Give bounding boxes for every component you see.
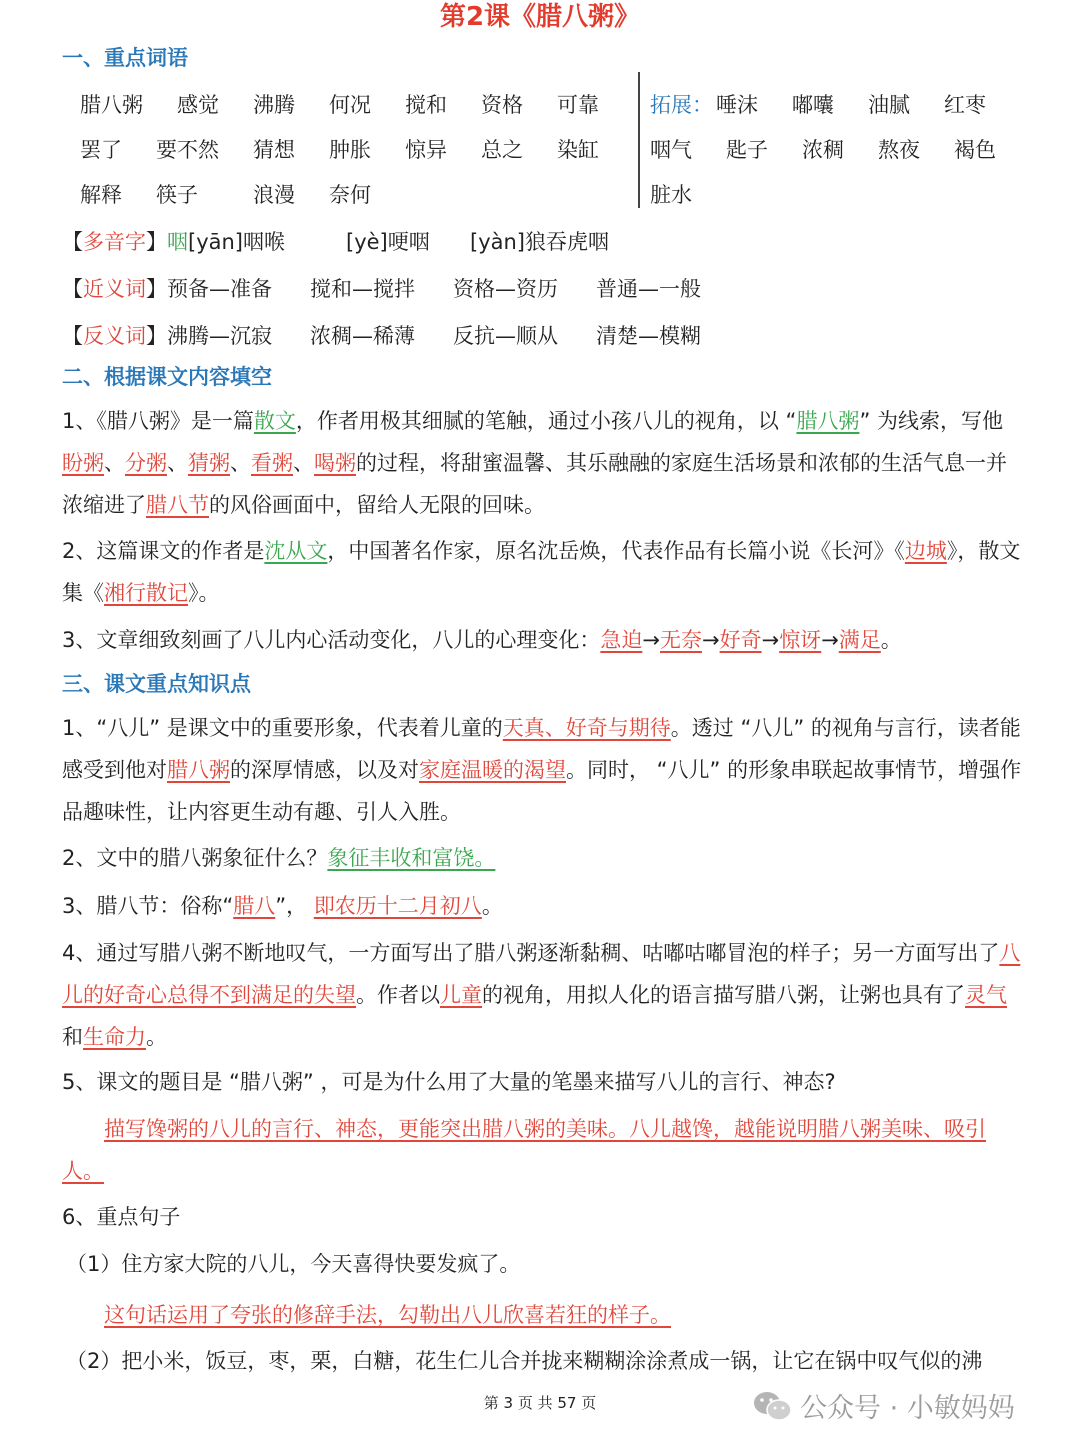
answer: 沈从文 — [264, 539, 328, 563]
antonym-pair: 浓稠—稀薄 — [310, 324, 415, 348]
word-row-3 — [80, 179, 371, 209]
word: 脏水 — [650, 183, 692, 207]
word: 肿胀 — [329, 138, 371, 162]
word: 染缸 — [557, 138, 599, 162]
antonym-label: 反义词 — [83, 324, 146, 348]
answer: 湘行散记 — [104, 581, 188, 605]
word: 奈何 — [329, 183, 371, 207]
answer: 这句话运用了夸张的修辞手法，勾勒出八儿欣喜若狂的样子。 — [104, 1303, 671, 1327]
key-sentences-title: 6、重点句子 — [62, 1205, 181, 1229]
word: 沸腾 — [253, 93, 295, 117]
answer: 猜粥 — [188, 451, 230, 475]
polyphonic-row — [62, 226, 609, 256]
synonym-pair: 资格—资历 — [453, 277, 558, 301]
word: 猜想 — [253, 138, 295, 162]
bracket-open: 【 — [62, 324, 83, 348]
watermark-text: 公众号 · 小敏妈妈 — [800, 1393, 1015, 1424]
word: 搅和 — [405, 93, 447, 117]
knowledge-point-2: 2、文中的腊八粥象征什么？象征丰收和富饶。 — [62, 846, 496, 870]
synonym-label: 近义词 — [83, 277, 146, 301]
key-sentence-1-analysis — [104, 1294, 1004, 1336]
extension-label: 拓展： — [650, 93, 713, 117]
watermark — [752, 1386, 1015, 1425]
word: 惊异 — [405, 138, 447, 162]
wechat-icon — [752, 1389, 792, 1423]
knowledge-point-3: 3、腊八节：俗称“腊八”， 即农历十二月初八。 — [62, 894, 503, 918]
synonym-row — [62, 273, 701, 303]
word: 匙子 — [726, 138, 768, 162]
word: 红枣 — [944, 93, 986, 117]
answer: 喝粥 — [314, 451, 356, 475]
fill-paragraph-2: 2、这篇课文的作者是沈从文，中国著名作家，原名沈岳焕，代表作品有长篇小说《长河》《边城》，散文集《湘行散记》。 — [62, 539, 1021, 605]
answer: 边城 — [904, 539, 947, 563]
word: 筷子 — [156, 183, 198, 207]
answer: 八儿的好奇心总得不到满足的失望 — [62, 941, 1021, 1007]
pinyin-entry: [yè]哽咽 — [346, 230, 430, 254]
answer: 即农历十二月初八 — [313, 894, 482, 918]
antonym-row — [62, 320, 701, 350]
synonym-pair: 普通—一般 — [596, 277, 701, 301]
bracket-open: 【 — [62, 277, 83, 301]
word: 熬夜 — [878, 138, 920, 162]
pinyin-entry: [yàn]狼吞虎咽 — [470, 230, 609, 254]
synonym-pair: 预备—准备 — [167, 277, 272, 301]
bracket-close: 】 — [146, 324, 167, 348]
synonym-pair: 搅和—搅拌 — [310, 277, 415, 301]
word: 何况 — [329, 93, 371, 117]
word-row-1 — [80, 89, 599, 119]
answer: 急迫 — [600, 628, 643, 652]
answer: 惊讶 — [779, 628, 822, 652]
word: 解释 — [80, 183, 122, 207]
bracket-close: 】 — [146, 277, 167, 301]
antonym-pair: 反抗—顺从 — [453, 324, 558, 348]
page-number: 第 3 页 共 57 页 — [483, 1394, 597, 1412]
word: 浪漫 — [253, 183, 295, 207]
knowledge-point-5-answer — [62, 1108, 1022, 1192]
answer: 腊八 — [233, 894, 276, 918]
answer: 满足 — [838, 628, 881, 652]
key-sentence-2: （2）把小米，饭豆，枣，栗，白糖，花生仁儿合并拢来糊糊涂涂煮成一锅，让它在锅中叹气似的沸 — [66, 1349, 983, 1373]
section-heading-1: 一、重点词语 — [62, 46, 188, 70]
fill-paragraph-3: 3、文章细致刻画了八儿内心活动变化，八儿的心理变化：急迫→无奈→好奇→惊讶→满足。 — [62, 628, 902, 652]
word: 油腻 — [868, 93, 910, 117]
word: 腊八粥 — [80, 93, 143, 117]
word: 嘟囔 — [792, 93, 834, 117]
answer: 好奇 — [719, 628, 762, 652]
word: 总之 — [481, 138, 523, 162]
word: 褐色 — [954, 138, 996, 162]
antonym-pair: 沸腾—沉寂 — [167, 324, 272, 348]
word: 资格 — [481, 93, 523, 117]
answer: 腊八粥 — [167, 758, 230, 782]
section-heading-3: 三、课文重点知识点 — [62, 672, 251, 696]
knowledge-point-4: 4、通过写腊八粥不断地叹气，一方面写出了腊八粥逐渐黏稠、咕嘟咕嘟冒泡的样子；另一方面写出了八儿的好奇心总得不到满足的失望。作者以儿童的视角，用拟人化的语言描写腊八粥，让粥也具有了灵气和生命力。 — [62, 941, 1021, 1049]
word: 唾沫 — [716, 93, 758, 117]
knowledge-point-1: 1、“八儿” 是课文中的重要形象，代表着儿童的天真、好奇与期待。透过 “八儿” 的视角与言行，读者能感受到他对腊八粥的深厚情感，以及对家庭温暖的渴望。同时， “八儿” 的形象串联起故事情节，增强作品趣味性，让内容更生动有趣、引人入胜。 — [62, 716, 1022, 824]
word: 可靠 — [557, 93, 599, 117]
word: 感觉 — [177, 93, 219, 117]
pinyin-entry: [yān]咽喉 — [188, 230, 285, 254]
word: 浓稠 — [802, 138, 844, 162]
answer: 家庭温暖的渴望 — [419, 758, 566, 782]
word-row-2 — [80, 134, 599, 164]
answer: 描写馋粥的八儿的言行、神态，更能突出腊八粥的美味。八儿越馋，越能说明腊八粥美味、吸引人。 — [62, 1117, 986, 1183]
bracket-open: 【 — [62, 230, 83, 254]
section-heading-2: 二、根据课文内容填空 — [62, 365, 272, 389]
key-sentence-1: （1）住方家大院的八儿，今天喜得快要发疯了。 — [66, 1252, 521, 1276]
answer: 散文 — [253, 409, 296, 433]
answer: 天真、好奇与期待 — [502, 716, 671, 740]
answer: 无奈 — [659, 628, 702, 652]
answer: 生命力 — [83, 1025, 146, 1049]
answer: 看粥 — [251, 451, 293, 475]
answer: 腊八节 — [146, 493, 209, 517]
answer: 腊八粥 — [796, 409, 860, 433]
extension-row-3 — [650, 179, 692, 209]
polyphonic-char: 咽 — [167, 230, 188, 254]
answer: 盼粥 — [62, 451, 104, 475]
extension-row-2 — [650, 134, 996, 164]
page-title: 第2课《腊八粥》 — [439, 2, 641, 32]
bracket-close: 】 — [146, 230, 167, 254]
antonym-pair: 清楚—模糊 — [596, 324, 701, 348]
word: 罢了 — [80, 138, 122, 162]
answer: 灵气 — [965, 983, 1007, 1007]
word: 要不然 — [156, 138, 219, 162]
fill-paragraph-1: 1、《腊八粥》是一篇散文，作者用极其细腻的笔触，通过小孩八儿的视角，以 “腊八粥” 为线索，写他盼粥、分粥、猜粥、看粥、喝粥的过程，将甜蜜温馨、其乐融融的家庭生活场景和浓郁的生活气息一并浓缩进了腊八节的风俗画面中，留给人无限的回味。 — [62, 409, 1007, 517]
polyphonic-label: 多音字 — [83, 230, 146, 254]
word: 咽气 — [650, 138, 692, 162]
extension-row-1 — [650, 89, 986, 119]
knowledge-point-5-question: 5、课文的题目是 “腊八粥” ，可是为什么用了大量的笔墨来描写八儿的言行、神态? — [62, 1070, 836, 1094]
answer: 象征丰收和富饶。 — [327, 846, 496, 870]
answer: 分粥 — [125, 451, 167, 475]
answer: 儿童 — [440, 983, 482, 1007]
divider-line — [638, 72, 640, 208]
